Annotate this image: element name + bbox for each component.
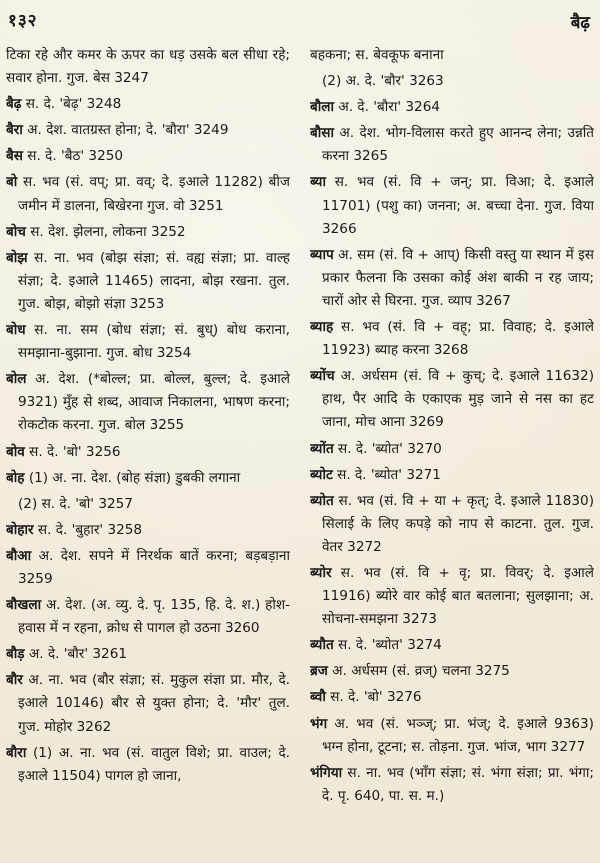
left-column — [6, 44, 290, 856]
dictionary-entry — [310, 96, 594, 119]
entry-headword: ब्योर — [310, 564, 332, 581]
entry-headword: बोहार — [6, 521, 34, 538]
entry-headword: ब्योत — [310, 492, 334, 509]
dictionary-entry — [6, 467, 290, 490]
entry-headword: बैस — [6, 148, 23, 165]
entry-text: स. दे. 'बेढ़' 3248 — [21, 96, 122, 113]
dictionary-entry — [6, 368, 290, 437]
entry-headword: बौड़ — [6, 646, 25, 663]
entry-text: अ. देश. वातग्रस्त होना; दे. 'बौरा' 3249 — [22, 122, 229, 139]
entry-text: अ. दे. 'बौरा' 3264 — [334, 99, 440, 116]
dictionary-entry — [310, 171, 594, 240]
dictionary-entry — [6, 493, 290, 516]
dictionary-entry — [310, 660, 594, 683]
entry-headword: ब्याप — [310, 246, 334, 263]
entry-text: अ. ना. भव (बौर संज्ञा; सं. मुकुल संज्ञा प्रा. मौर, दे. इआले 10146) बौर से युक्त होना; दे. 'मौर' तुल. गुज. मोहोर 3262 — [18, 672, 290, 735]
dictionary-entry — [6, 93, 290, 116]
entry-text: अ. अर्धसम (सं. वि + कुच्; दे. इआले 11632) हाथ, पैर आदि के एकाएक मुड़ जाने से नस का हट जाना, मोच आना 3269 — [322, 368, 594, 431]
dictionary-entry — [310, 316, 594, 362]
entry-headword: बैरा — [6, 122, 23, 139]
entry-text: स. भव (सं. वि + वृ; प्रा. विवर्; दे. इआले 11916) ब्योरे वार कोई बात बतलाना; सुलझाना; अ. सोचना-समझना 3273 — [322, 564, 594, 628]
dictionary-entry — [310, 490, 594, 559]
entry-headword: ब्या — [310, 174, 326, 191]
dictionary-entry — [6, 643, 290, 666]
dictionary-entry — [6, 319, 290, 365]
dictionary-entry — [310, 122, 594, 168]
entry-text: टिका रहे और कमर के ऊपर का धड़ उसके बल सीधा रहे; सवार होना. गुज. बेस 3247 — [6, 47, 290, 87]
entry-text: स. दे. 'बैठ' 3250 — [22, 148, 124, 165]
entry-headword: ब्वौ — [310, 689, 326, 706]
entry-text: (2) स. दे. 'बो' 3257 — [18, 495, 133, 512]
dictionary-entry — [310, 634, 594, 657]
entry-text: स. भव (सं. वि + जन्; प्रा. विआ; दे. इआले 11701) (पशु का) जनना; अ. बच्चा देना. गुज. विया 3266 — [322, 174, 594, 237]
dictionary-entry — [310, 562, 594, 631]
entry-text: स. ना. भव (बोझ संज्ञा; सं. वह्य संज्ञा; प्रा. वाल्ह संज्ञा; दे. इआले 11465) लादना, बोझ रखना. तुल. गुज. बोझ, बोझो संज्ञा 3253 — [18, 249, 290, 312]
entry-headword: बोध — [6, 322, 26, 339]
dictionary-entry — [6, 171, 290, 217]
entry-headword: बौर — [6, 672, 23, 689]
entry-text: अ. देश. भोग-विलास करते हुए आनन्द लेना; उन्नति करना 3265 — [322, 125, 594, 165]
entry-headword: भंगिया — [310, 764, 343, 781]
dictionary-entry — [6, 221, 290, 244]
dictionary-entry — [310, 365, 594, 434]
entry-headword: बोल — [6, 371, 27, 388]
entry-headword: बोझ — [6, 249, 28, 266]
entry-headword: बैढ़ — [6, 96, 22, 113]
entry-text: अ. देश. सपने में निरर्थक बातें करना; बड़बड़ाना 3259 — [18, 547, 290, 587]
entry-text: अ. सम (सं. वि + आप्) किसी वस्तु या स्थान में इस प्रकार फैलना कि उसका कोई अंश बाकी न रह जाय; चारों ओर से घिरना. गुज. व्याप 3267 — [322, 246, 594, 309]
dictionary-entry — [310, 70, 594, 93]
dictionary-entry — [6, 742, 290, 788]
entry-headword: ब्योट — [310, 466, 333, 483]
entry-text: स. देश. झेलना, लोकना 3252 — [25, 223, 186, 240]
entry-text: स. दे. 'बुहार' 3258 — [33, 521, 143, 538]
entry-text: स. भव (सं. वप्; प्रा. वव्; दे. इआले 11282) बीज जमीन में डालना, बिखेरना गुज. वो 3251 — [17, 174, 290, 214]
running-head: बैढ़ — [570, 13, 590, 33]
entry-text: अ. देश. (*बोल्ल; प्रा. बोल्ल, बुल्ल; दे. इआले 9321) मुँह से शब्द, आवाज निकालना, भाषण करना; रोकटोक करना. गुज. बोल 3255 — [18, 371, 290, 434]
dictionary-entry — [310, 464, 594, 487]
entry-text: अ. देश. (अ. व्यु. दे. पृ. 135, हि. दे. श.) होश-हवास में न रहना, क्रोध से पागल हो उठना 3260 — [18, 597, 290, 637]
dictionary-entry — [310, 686, 594, 709]
entry-headword: बोव — [6, 443, 25, 460]
entry-headword: ब्याह — [310, 319, 334, 336]
dictionary-entry — [310, 762, 594, 808]
dictionary-entry — [6, 545, 290, 591]
dictionary-entry — [6, 247, 290, 316]
entry-text: (1) अ. ना. भव (सं. वातुल विशे; प्रा. वाउल; दे. इआले 11504) पागल हो जाना, — [18, 744, 290, 784]
entry-text: स. दे. 'ब्योत' 3271 — [332, 466, 441, 483]
dictionary-entry — [6, 145, 290, 168]
entry-text: अ. भव (सं. भञ्ज्; प्रा. भंज्; दे. इआले 9363) भग्न होना, टूटना; स. तोड़ना. गुज. भांज, भाग 3277 — [322, 715, 594, 755]
entry-headword: बौसा — [310, 125, 334, 142]
entry-text: अ. दे. 'बौर' 3261 — [24, 646, 128, 663]
entry-text: स. दे. 'ब्योत' 3270 — [333, 440, 442, 457]
dictionary-entry — [310, 713, 594, 759]
dictionary-entry — [6, 441, 290, 464]
entry-text: (1) अ. ना. देश. (बोह संज्ञा) डुबकी लगाना — [24, 469, 241, 486]
entry-headword: बोह — [6, 469, 25, 486]
entry-text: स. दे. 'बो' 3276 — [325, 689, 422, 706]
entry-text: स. दे. 'ब्योत' 3274 — [333, 637, 442, 654]
entry-text: स. भव (सं. वि + या + कृत्; दे. इआले 11830) सिलाई के लिए कपड़े को नाप से काटना. तुल. गुज. वेतर 3272 — [322, 492, 594, 555]
entry-headword: बो — [6, 174, 18, 191]
dictionary-entry — [6, 669, 290, 738]
entry-headword: ब्योंत — [310, 440, 334, 457]
entry-headword: बौआ — [6, 547, 32, 564]
entry-headword: ब्रज — [310, 663, 328, 680]
right-column — [310, 44, 594, 856]
entry-headword: बौला — [310, 99, 335, 116]
entry-headword: बौखला — [6, 597, 42, 614]
dictionary-entry — [6, 594, 290, 640]
dictionary-entry — [310, 244, 594, 313]
entry-text: स. ना. भव (भाँग संज्ञा; सं. भंगा संज्ञा; प्रा. भंगा; दे. पृ. 640, पा. स. म.) — [322, 764, 594, 804]
page-header — [8, 6, 590, 34]
entry-text: बहकना; स. बेवकूफ बनाना — [310, 47, 444, 63]
entry-text: अ. अर्धसम (सं. व्रज्) चलना 3275 — [327, 663, 510, 680]
entry-headword: भंग — [310, 715, 328, 732]
dictionary-entry — [310, 44, 594, 67]
dictionary-entry — [310, 438, 594, 461]
entry-headword: बौरा — [6, 744, 27, 761]
entry-columns — [6, 44, 594, 856]
dictionary-entry — [6, 519, 290, 542]
entry-text: (2) अ. दे. 'बौर' 3263 — [322, 73, 444, 90]
dictionary-entry — [6, 119, 290, 142]
entry-text: स. ना. सम (बोध संज्ञा; सं. बुध्) बोध कराना, समझाना-बुझाना. गुज. बोध 3254 — [18, 322, 290, 362]
entry-headword: ब्योंच — [310, 368, 335, 385]
page-number: १३२ — [8, 11, 38, 31]
entry-text: स. दे. 'बो' 3256 — [24, 443, 121, 460]
entry-headword: ब्यौत — [310, 637, 334, 654]
entry-text: स. भव (सं. वि + वह्; प्रा. विवाह; दे. इआले 11923) ब्याह करना 3268 — [322, 319, 594, 359]
entry-headword: बोच — [6, 223, 26, 240]
dictionary-entry — [6, 44, 290, 90]
